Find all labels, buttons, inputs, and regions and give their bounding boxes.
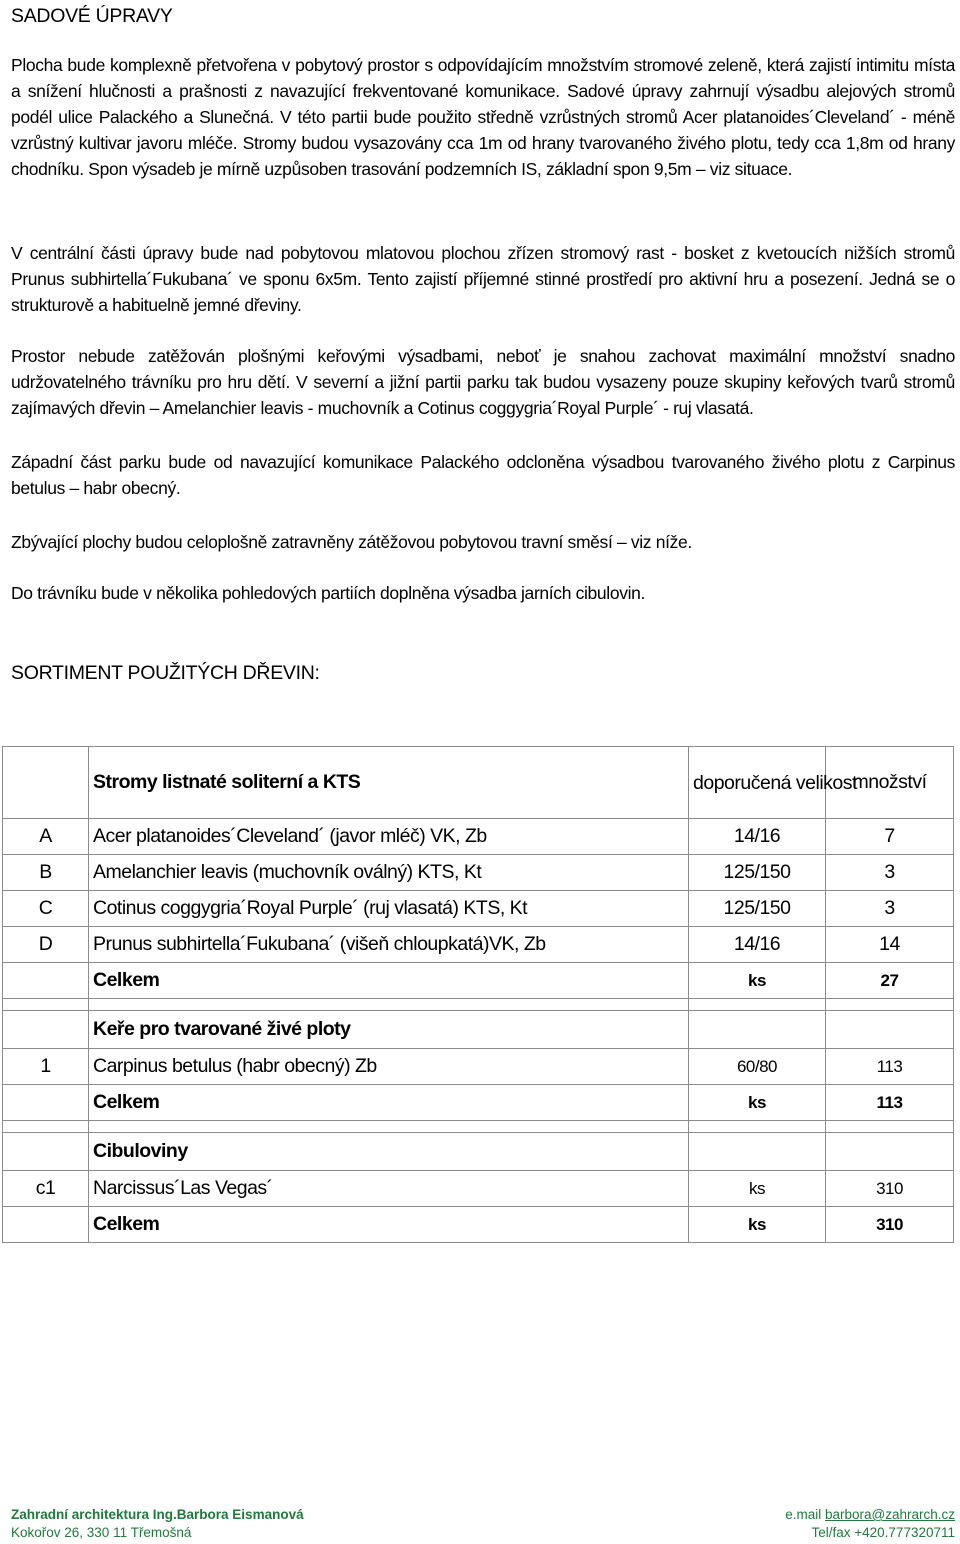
total-qty: 310 bbox=[826, 1207, 954, 1243]
row-qty: 3 bbox=[826, 891, 954, 927]
hedges-section-row bbox=[3, 1011, 954, 1049]
total-empty-cell bbox=[3, 1085, 89, 1121]
total-qty: 27 bbox=[826, 963, 954, 999]
table-header-row bbox=[3, 747, 954, 819]
total-unit: ks bbox=[689, 1207, 826, 1243]
footer-phone: Tel/fax +420.777320711 bbox=[811, 1525, 955, 1540]
total-label: Celkem bbox=[89, 1207, 689, 1243]
total-unit: ks bbox=[689, 1085, 826, 1121]
table-row bbox=[3, 927, 954, 963]
row-code: D bbox=[3, 927, 89, 963]
footer-email-label: e.mail bbox=[785, 1507, 822, 1522]
bulbs-total-row bbox=[3, 1207, 954, 1243]
footer-email-link[interactable]: barbora@zahrarch.cz bbox=[824, 1507, 955, 1522]
row-name: Amelanchier leavis (muchovník oválný) KTS, Kt bbox=[89, 855, 689, 891]
row-name: Cotinus coggygria´Royal Purple´ (ruj vlasatá) KTS, Kt bbox=[89, 891, 689, 927]
header-recommended-size: doporučená velikost bbox=[689, 747, 826, 819]
footer-email-block bbox=[785, 1506, 955, 1524]
row-name: Carpinus betulus (habr obecný) Zb bbox=[89, 1049, 689, 1085]
row-code: A bbox=[3, 819, 89, 855]
row-size: 125/150 bbox=[689, 855, 826, 891]
row-qty: 7 bbox=[826, 819, 954, 855]
row-size: 14/16 bbox=[689, 927, 826, 963]
header-trees-title: Stromy listnaté soliterní a KTS bbox=[89, 747, 689, 819]
plant-assortment-table bbox=[2, 746, 954, 1243]
header-empty-cell bbox=[3, 747, 89, 819]
paragraph-central-bosket: V centrální části úpravy bude nad pobytovou mlatovou plochou zřízen stromový rast - bosket z kvetoucích nižších stromů Prunus subhirtella´Fukubana´ ve sponu 6x5m. Tento zajistí příjemné stinné prostředí pro aktivní hru a posezení. Jedná se o strukturově a habituelně jemné dřeviny. bbox=[11, 243, 955, 315]
paragraph-bulbs: Do trávníku bude v několika pohledových partiích doplněna výsadba jarních cibulovin. bbox=[11, 583, 646, 603]
total-label: Celkem bbox=[89, 963, 689, 999]
row-code: B bbox=[3, 855, 89, 891]
table-spacer-row bbox=[3, 999, 954, 1011]
table-row bbox=[3, 1171, 954, 1207]
row-qty: 310 bbox=[826, 1171, 954, 1207]
row-qty: 14 bbox=[826, 927, 954, 963]
sortiment-title: SORTIMENT POUŽITÝCH DŘEVIN: bbox=[11, 662, 320, 684]
row-size: ks bbox=[689, 1171, 826, 1207]
row-size: 125/150 bbox=[689, 891, 826, 927]
total-unit: ks bbox=[689, 963, 826, 999]
row-size: 60/80 bbox=[689, 1049, 826, 1085]
paragraph-lawn: Zbývající plochy budou celoplošně zatravněny zátěžovou pobytovou travní směsí – viz níže. bbox=[11, 532, 692, 552]
paragraph-shrub-groups: Prostor nebude zatěžován plošnými keřovými výsadbami, neboť je snahou zachovat maximální množství snadno udržovatelného trávníku pro hru dětí. V severní a jižní partii parku tak budou vysazeny pouze skupiny keřových tvarů stromů zajímavých dřevin – Amelanchier leavis - muchovník a Cotinus coggygria´Royal Purple´ - ruj vlasatá. bbox=[11, 346, 955, 418]
paragraph-west-hedge: Západní část parku bude od navazující komunikace Palackého odcloněna výsadbou tvarovaného živého plotu z Carpinus betulus – habr obecný. bbox=[11, 452, 955, 498]
row-name: Prunus subhirtella´Fukubana´ (višeň chloupkatá)VK, Zb bbox=[89, 927, 689, 963]
section-empty-cell bbox=[3, 1011, 89, 1049]
row-code: 1 bbox=[3, 1049, 89, 1085]
section-title: SADOVÉ ÚPRAVY bbox=[11, 5, 173, 27]
bulbs-section-title: Cibuloviny bbox=[89, 1133, 689, 1171]
row-name: Acer platanoides´Cleveland´ (javor mléč) VK, Zb bbox=[89, 819, 689, 855]
hedges-total-row bbox=[3, 1085, 954, 1121]
trees-total-row bbox=[3, 963, 954, 999]
total-label: Celkem bbox=[89, 1085, 689, 1121]
row-size: 14/16 bbox=[689, 819, 826, 855]
header-quantity: množství bbox=[826, 747, 954, 819]
row-qty: 3 bbox=[826, 855, 954, 891]
section-empty-cell bbox=[3, 1133, 89, 1171]
footer-address: Kokořov 26, 330 11 Třemošná bbox=[11, 1525, 192, 1540]
row-qty: 113 bbox=[826, 1049, 954, 1085]
footer-company: Zahradní architektura Ing.Barbora Eismanová bbox=[11, 1507, 304, 1522]
hedges-section-title: Keře pro tvarované živé ploty bbox=[89, 1011, 689, 1049]
total-empty-cell bbox=[3, 963, 89, 999]
total-qty: 113 bbox=[826, 1085, 954, 1121]
table-row bbox=[3, 1049, 954, 1085]
table-row bbox=[3, 855, 954, 891]
row-code: c1 bbox=[3, 1171, 89, 1207]
table-row bbox=[3, 819, 954, 855]
row-code: C bbox=[3, 891, 89, 927]
total-empty-cell bbox=[3, 1207, 89, 1243]
bulbs-section-row bbox=[3, 1133, 954, 1171]
paragraph-planting-concept: Plocha bude komplexně přetvořena v pobytový prostor s odpovídajícím množstvím stromové zeleně, která zajistí intimitu místa a snížení hlučnosti a prašnosti z navazující frekventované komunikace. Sadové úpravy zahrnují výsadbu alejových stromů podél ulice Palackého a Slunečná. V této partii bude použito středně vzrůstných stromů Acer platanoides´Cleveland´ - méně vzrůstný kultivar javoru mléče. Stromy budou vysazovány cca 1m od hrany tvarovaného živého plotu, tedy cca 1,8m od hrany chodníku. Spon výsadeb je mírně uzpůsoben trasování podzemních IS, základní spon 9,5m – viz situace. bbox=[11, 55, 955, 179]
table-spacer-row bbox=[3, 1121, 954, 1133]
table-row bbox=[3, 891, 954, 927]
row-name: Narcissus´Las Vegas´ bbox=[89, 1171, 689, 1207]
